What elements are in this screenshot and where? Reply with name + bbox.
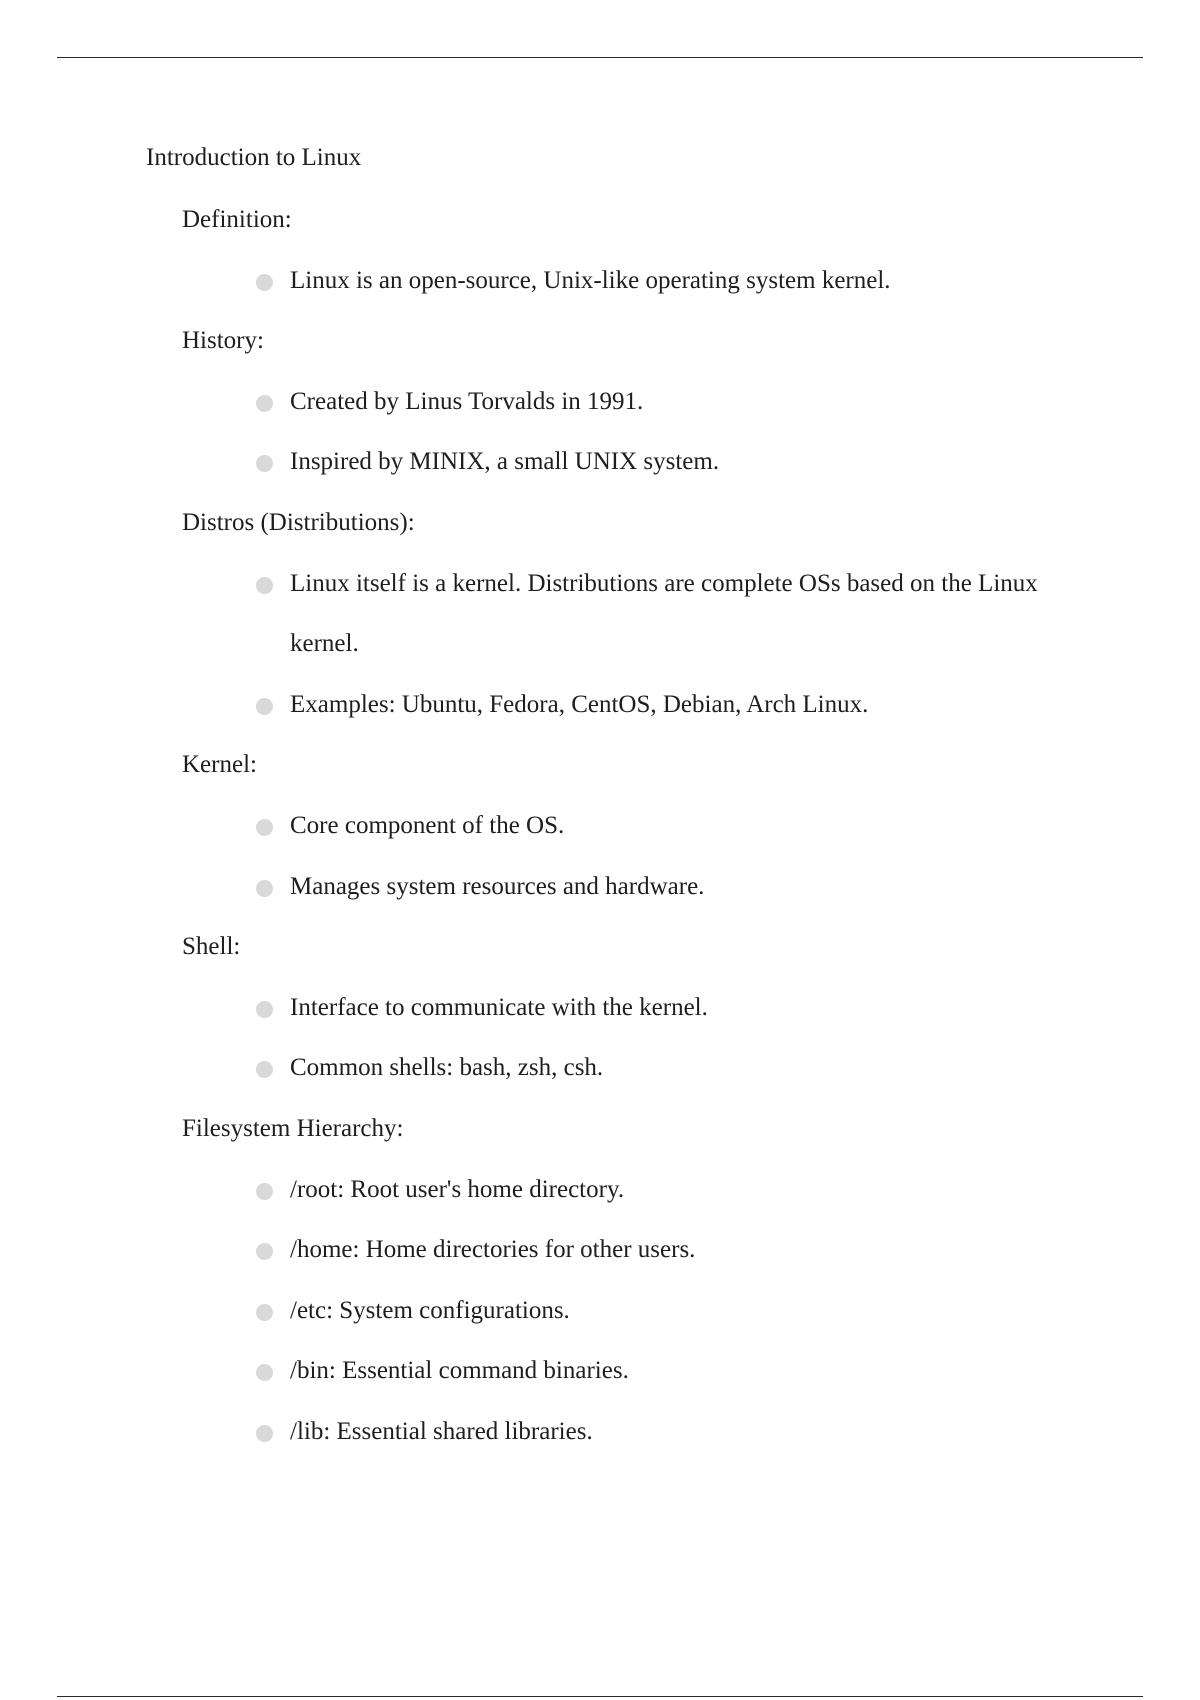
list-item-text: Inspired by MINIX, a small UNIX system. — [290, 448, 720, 476]
bullet-dot-icon — [256, 1304, 273, 1321]
bullet-dot-icon — [256, 1364, 273, 1381]
document-title: Introduction to Linux — [146, 144, 362, 171]
section — [0, 917, 1200, 1099]
bullet-list — [0, 796, 1200, 917]
list-item — [0, 1281, 1200, 1342]
list-item-text: /root: Root user's home directory. — [290, 1175, 625, 1203]
section-heading: Definition: — [182, 206, 292, 233]
section — [0, 1099, 1200, 1463]
bullet-dot-icon — [256, 1425, 273, 1442]
section-heading: Filesystem Hierarchy: — [182, 1114, 404, 1142]
document-body — [0, 190, 1200, 1462]
list-item — [0, 978, 1200, 1039]
list-item-text: Interface to communicate with the kernel. — [290, 993, 708, 1021]
bullet-list — [0, 978, 1200, 1099]
bottom-rule — [57, 1696, 1143, 1697]
list-item — [0, 554, 1200, 675]
list-item-text: Examples: Ubuntu, Fedora, CentOS, Debian, Arch Linux. — [290, 690, 869, 718]
section — [0, 735, 1200, 917]
bullet-dot-icon — [256, 1183, 273, 1200]
list-item — [0, 1038, 1200, 1099]
bullet-dot-icon — [256, 880, 273, 897]
bullet-dot-icon — [256, 395, 273, 412]
section — [0, 493, 1200, 735]
bullet-dot-icon — [256, 1061, 273, 1078]
list-item — [0, 251, 1200, 312]
bullet-dot-icon — [256, 698, 273, 715]
list-item — [0, 857, 1200, 918]
list-item-text: Manages system resources and hardware. — [290, 872, 705, 900]
list-item-text: Common shells: bash, zsh, csh. — [290, 1054, 604, 1082]
bullet-list — [0, 1160, 1200, 1463]
bullet-dot-icon — [256, 1243, 273, 1260]
section — [0, 190, 1200, 311]
section-heading: Kernel: — [182, 751, 257, 779]
list-item-text: /home: Home directories for other users. — [290, 1236, 696, 1264]
list-item — [0, 796, 1200, 857]
bullet-dot-icon — [256, 819, 273, 836]
bullet-list — [0, 251, 1200, 312]
list-item-text: /lib: Essential shared libraries. — [290, 1417, 593, 1445]
list-item — [0, 1160, 1200, 1221]
top-rule — [57, 57, 1143, 58]
section-heading: History: — [182, 327, 264, 355]
section-heading: Distros (Distributions): — [182, 508, 415, 536]
bullet-dot-icon — [256, 274, 273, 291]
bullet-list — [0, 372, 1200, 493]
list-item-text: /etc: System configurations. — [290, 1296, 570, 1324]
list-item — [0, 1402, 1200, 1463]
list-item — [0, 1220, 1200, 1281]
list-item — [0, 372, 1200, 433]
list-item-text: Linux is an open-source, Unix-like operating system kernel. — [290, 266, 891, 294]
bullet-dot-icon — [256, 1001, 273, 1018]
bullet-dot-icon — [256, 455, 273, 472]
list-item — [0, 432, 1200, 493]
bullet-dot-icon — [256, 577, 273, 594]
list-item — [0, 1341, 1200, 1402]
list-item-text: Linux itself is a kernel. Distributions are complete OSs based on the Linux kernel. — [290, 569, 1038, 658]
section — [0, 311, 1200, 493]
list-item — [0, 675, 1200, 736]
list-item-text: Created by Linus Torvalds in 1991. — [290, 387, 644, 415]
bullet-list — [0, 554, 1200, 736]
list-item-text: /bin: Essential command binaries. — [290, 1357, 629, 1385]
list-item-text: Core component of the OS. — [290, 811, 565, 839]
section-heading: Shell: — [182, 933, 241, 961]
